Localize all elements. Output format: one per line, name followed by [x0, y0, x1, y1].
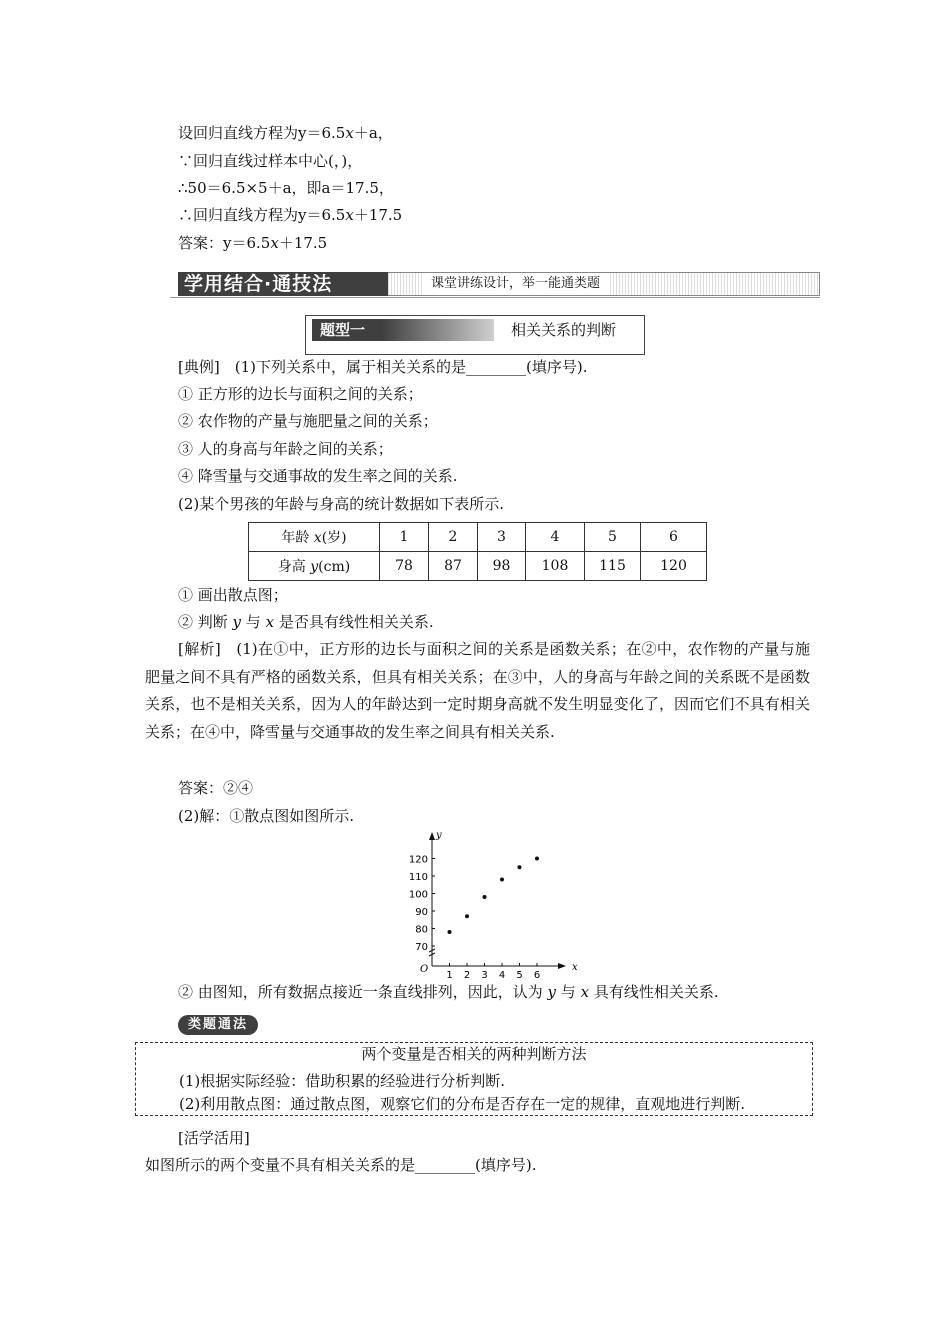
age-height-table	[248, 522, 707, 581]
x-tick-label: 4	[498, 970, 506, 978]
example-question-1: [典例] (1)下列关系中，属于相关关系的是________(填序号).	[178, 358, 588, 376]
table-cell: 1	[380, 523, 429, 552]
table-row	[249, 552, 707, 581]
data-point	[535, 857, 539, 861]
answer-line: 答案：y＝6.5x＋17.5	[178, 234, 328, 252]
table-header-age: 年龄 x(岁)	[249, 523, 380, 552]
question-type-box	[305, 315, 645, 355]
sub-question-2: ② 判断 y 与 x 是否具有线性相关关系.	[178, 613, 434, 631]
x-axis-label: x	[572, 962, 578, 973]
method-item-2: (2)利用散点图：通过散点图，观察它们的分布是否存在一定的规律，直观地进行判断.	[179, 1095, 746, 1113]
method-box	[135, 1042, 813, 1116]
regression-setup-line: 设回归直线方程为y＝6.5x＋a，	[178, 124, 393, 142]
banner-subtitle-area	[388, 272, 820, 296]
sub-question-1: ① 画出散点图；	[178, 586, 288, 604]
table-cell: 115	[585, 552, 641, 581]
x-tick-label: 3	[481, 970, 488, 978]
analysis-answer: 答案：②④	[178, 779, 254, 797]
solution-intro: (2)解：①散点图如图所示.	[178, 807, 355, 825]
y-tick-label: 110	[408, 872, 428, 883]
section-banner	[178, 272, 820, 296]
y-tick-label: 120	[408, 854, 428, 866]
analysis-paragraph: [解析] (1)在①中，正方形的边长与面积之间的关系是函数关系；在②中，农作物的产量与施肥量之间不具有严格的函数关系，但具有相关关系；在③中，人的身高与年龄之间的关系既不是函数关系，也不是相关关系，因为人的年龄达到一定时期身高就不发生明显变化了，因而它们不具有相关关系；在④中，降雪量与交通事故的发生率之间具有相关关系.	[145, 640, 810, 741]
y-tick-label: 80	[415, 924, 428, 936]
question-type-title: 相关关系的判断	[511, 321, 617, 339]
practice-question: 如图所示的两个变量不具有相关关系的是________(填序号).	[145, 1156, 537, 1174]
scatter-plot	[390, 828, 590, 978]
option-3: ③ 人的身高与年龄之间的关系；	[178, 440, 393, 458]
y-axis-arrow	[429, 832, 435, 840]
x-axis-arrow	[558, 963, 566, 969]
option-4: ④ 降雪量与交通事故的发生率之间的关系.	[178, 467, 458, 485]
banner-subtitle: 课堂讲练设计，举一能通类题	[423, 273, 608, 295]
table-row	[249, 523, 707, 552]
data-point	[483, 895, 487, 899]
table-cell: 2	[429, 523, 478, 552]
regression-result-line: ∴回归直线方程为y＝6.5x＋17.5	[178, 206, 403, 224]
table-cell: 87	[429, 552, 478, 581]
table-cell: 3	[478, 523, 526, 552]
origin-label: O	[420, 964, 429, 975]
example-question-2: (2)某个男孩的年龄与身高的统计数据如下表所示.	[178, 495, 505, 513]
solve-a-line: ∴50＝6.5×5＋a，即a＝17.5，	[178, 179, 394, 197]
conclusion-line: ② 由图知，所有数据点接近一条直线排列，因此，认为 y 与 x 具有线性相关关系.	[178, 983, 719, 1001]
table-cell: 78	[380, 552, 429, 581]
banner-title: 学用结合·通技法	[178, 272, 388, 296]
y-tick-label: 70	[415, 942, 428, 953]
table-cell: 108	[526, 552, 585, 581]
table-cell: 98	[478, 552, 526, 581]
x-tick-label: 6	[533, 970, 541, 978]
method-item-1: (1)根据实际经验：借助积累的经验进行分析判断.	[179, 1072, 506, 1090]
x-tick-label: 5	[516, 970, 523, 978]
method-badge: 类题通法	[178, 1015, 258, 1035]
table-cell: 6	[641, 523, 707, 552]
data-point	[518, 865, 522, 869]
x-tick-label: 1	[446, 970, 453, 978]
table-cell: 5	[585, 523, 641, 552]
table-cell: 120	[641, 552, 707, 581]
y-tick-label: 100	[408, 889, 428, 901]
y-axis-label: y	[436, 830, 442, 841]
data-point	[465, 914, 469, 918]
y-tick-label: 90	[415, 907, 428, 918]
question-type-tag: 题型一	[312, 319, 494, 341]
banner-rule	[170, 297, 820, 298]
practice-label: [活学活用]	[178, 1129, 250, 1147]
option-1: ① 正方形的边长与面积之间的关系；	[178, 385, 423, 403]
x-tick-label: 2	[463, 970, 471, 978]
data-point	[448, 930, 452, 934]
table-header-height: 身高 y(cm)	[249, 552, 380, 581]
option-2: ② 农作物的产量与施肥量之间的关系；	[178, 412, 438, 430]
data-point	[500, 878, 504, 882]
sample-center-line: ∵回归直线过样本中心(，)，	[178, 152, 363, 170]
method-box-title: 两个变量是否相关的两种判断方法	[361, 1045, 587, 1063]
table-cell: 4	[526, 523, 585, 552]
